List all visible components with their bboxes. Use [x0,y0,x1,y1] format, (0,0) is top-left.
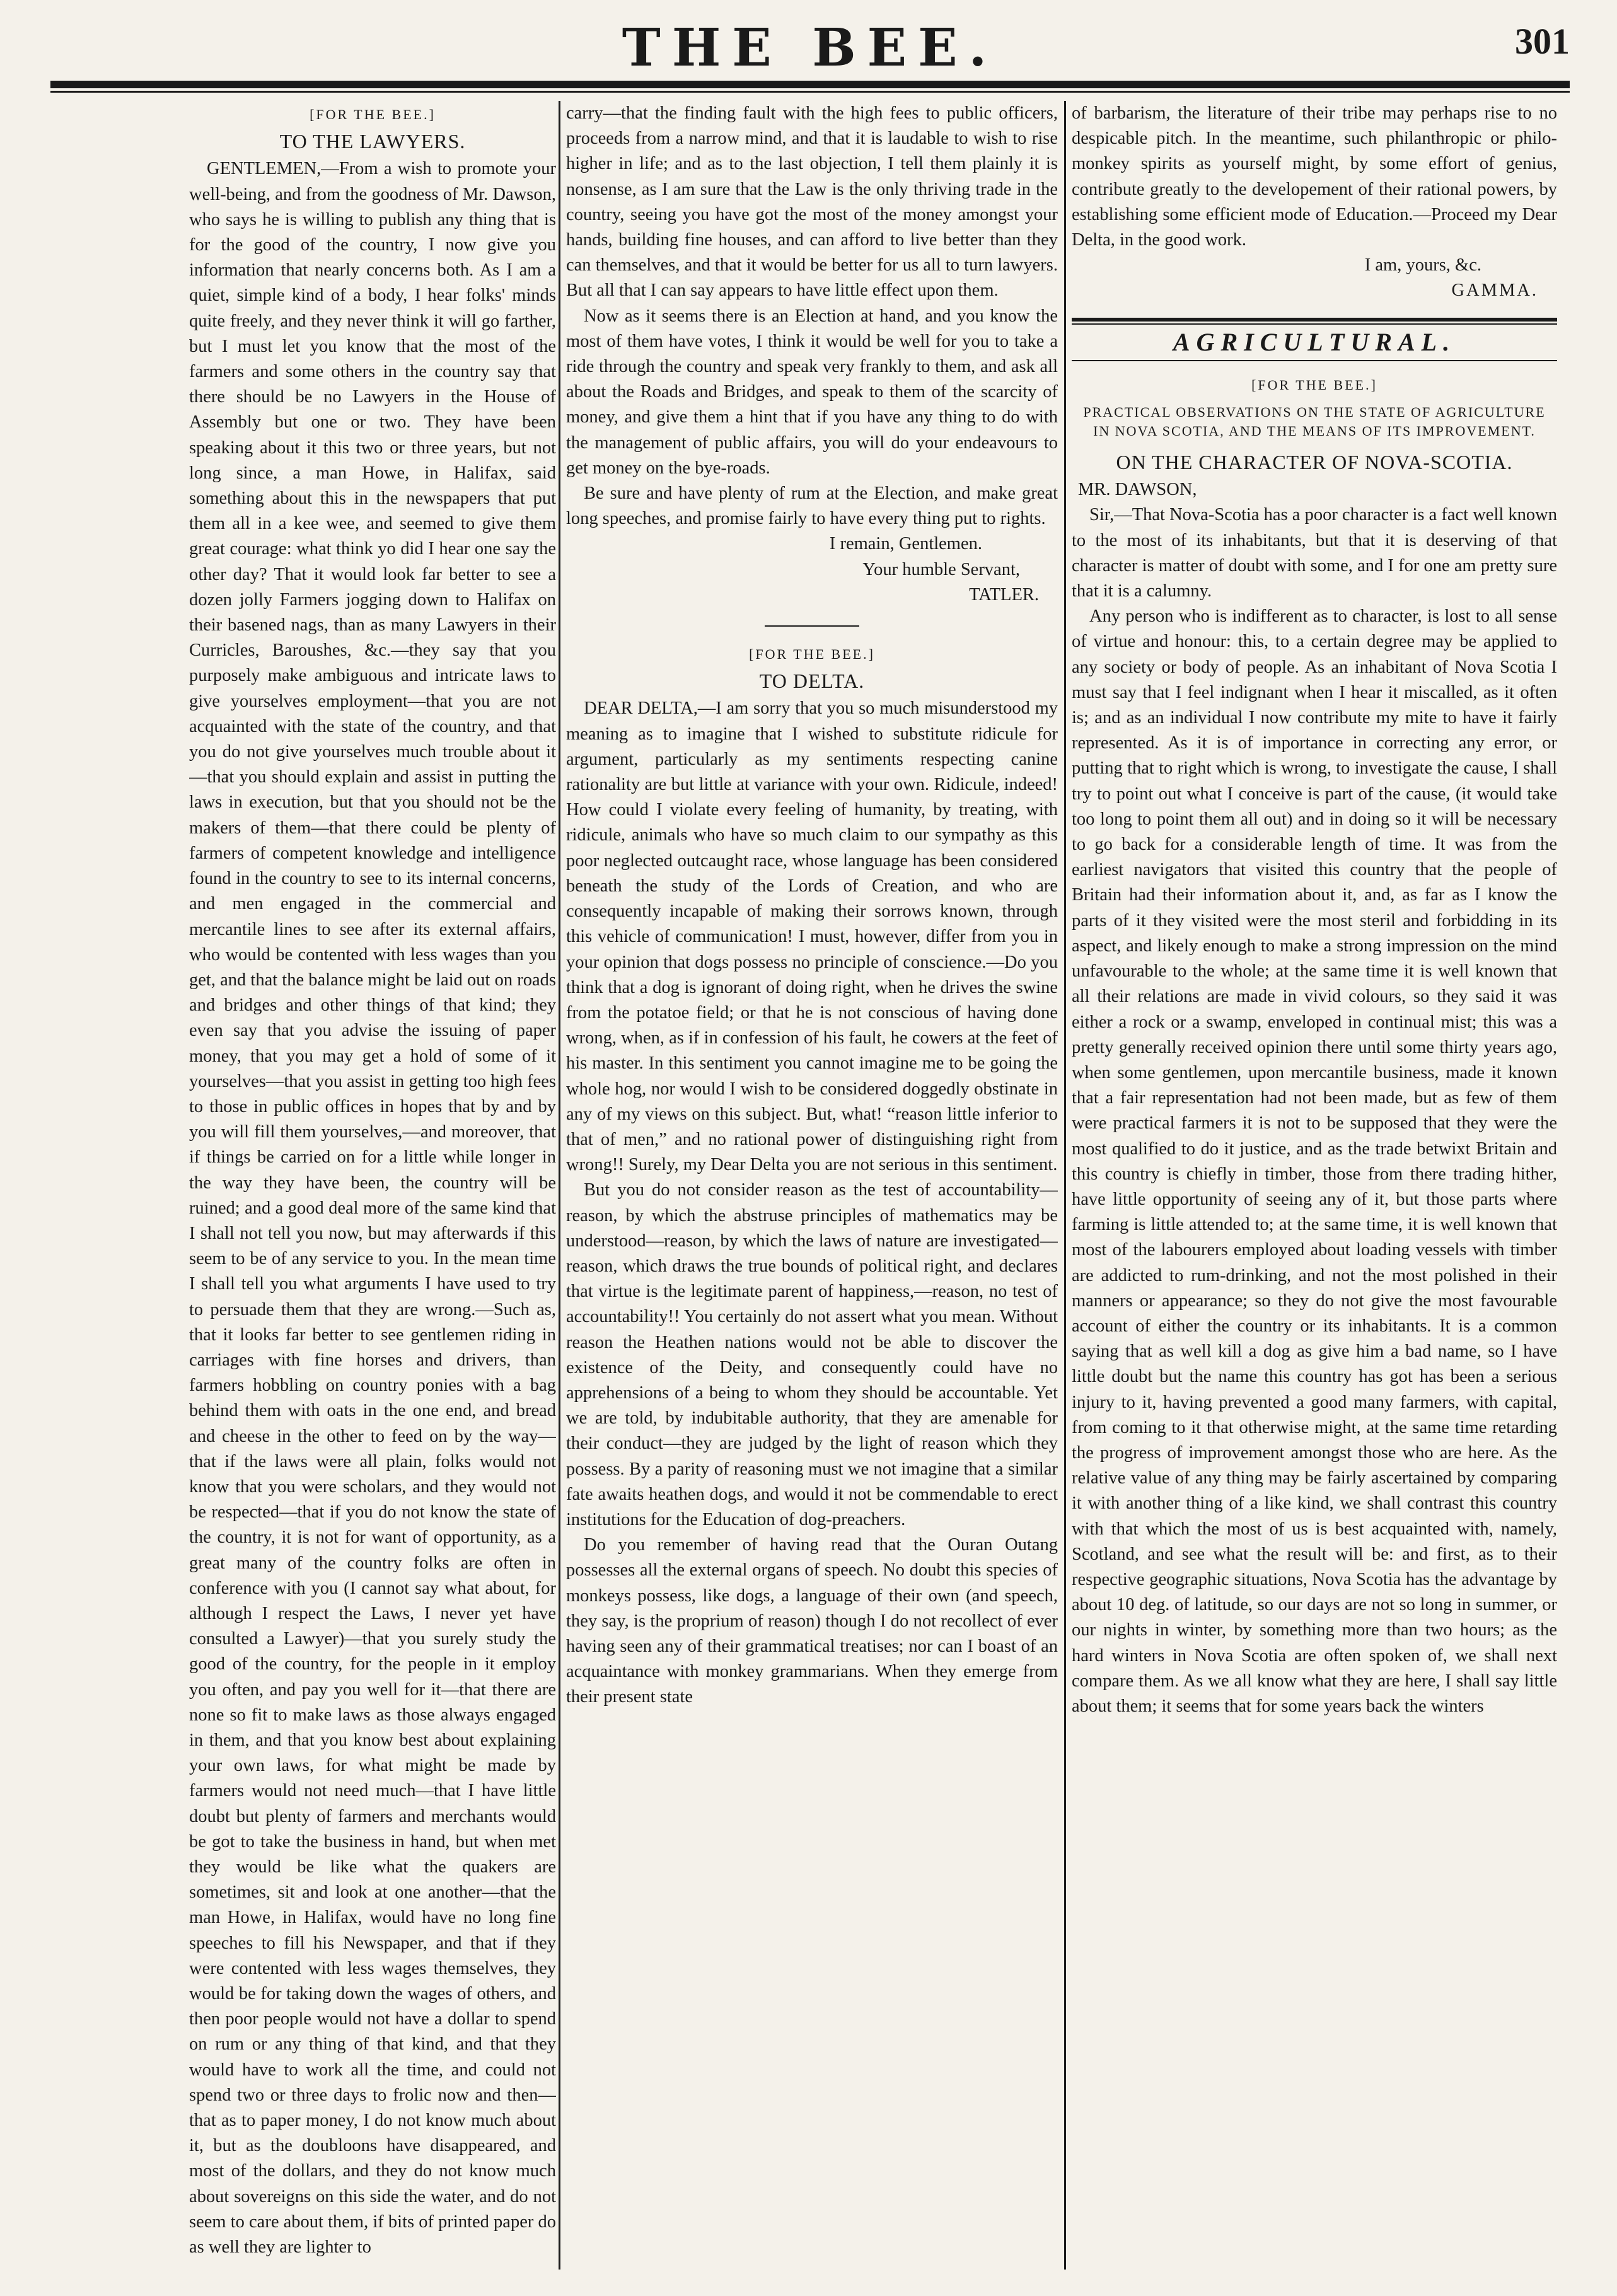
article-tag: [FOR THE BEE.] [310,107,436,122]
article-paragraph: GENTLEMEN,—From a wish to promote your well-being, and from the goodness of Mr. Dawson, who says he is willing to publish any thing that is for the good of the country, I now give you information that nearly concerns both. As I am a quiet, simple kind of a body, I hear folks' minds quite freely, and they never think it will go farther, but I must let you know that the most of the farmers and some others in the country say that there should be no Lawyers in the House of Assembly but one or two. They have been speaking about it this two or three years, but not long since, a man Howe, in Halifax, said something about this in the newspapers that put them all in a kee wee, and seemed to give them great courage: what think yo did I hear one say the other day? That it would look far better to see a dozen jolly Farmers jogging down to Halifax on their basened nags, than as many Lawyers in their Curricles, Baroushes, &c.—they say that you purposely make ambiguous and intricate laws to give yourselves employment—that you are not acquainted with the state of the country, and that you do not give yourselves much trouble about it—that you should explain and assist in putting the laws in execution, but that you should not be the makers of them—that there could be plenty of farmers of competent knowledge and intelligence found in the country to see to its internal concerns, and men engaged in the commercial and mercantile lines to see after its external affairs, who would be contented with less wages than you get, and that the balance might be laid out on roads and bridges and other things of that kind; they even say that you advise the issuing of paper money, that you may get a hold of some of it yourselves—that you assist in getting too high fees to those in public offices in hopes that by and by you will fill them yourselves,—and moreover, that if things be carried on for a little while longer in the way they have been, the country will be ruined; and a good deal more of the same kind that I shall not tell you now, but may afterwards if this seem to be of any service to you. In the mean time I shall tell you what arguments I have used to try to persuade them that they are wrong.—Such as, that it looks far better to see gentlemen riding in carriages with fine horses and drivers, than farmers hobbling on country ponies with a bag behind them with oats in the one end, and bread and cheese in the other to feed on by the way—that if the laws were all plain, folks would not know that you were scholars, and they would not be respected—that if you do not know the state of the country, it is not for want of opportunity, as a great many of the country folks are often in conference with you (I cannot say what about, for although I respect the Laws, I never yet have consulted a Lawyer)—that you surely study the good of the country, for the people in it employ you often, and pay you well for it—that there are none so fit to make laws as those always engaged in them, and that you know best about explaining your own laws, for what might be made by farmers would not need much—that I have little doubt but plenty of farmers and merchants would be got to take the business in hand, but when met they would be like what the quakers are sometimes, sit and look at one another—that the man Howe, in Halifax, would have no long fine speeches to fill his Newspaper, and that if they were contented with less wages themselves, they would be for taking down the wages of others, and then poor people would not have a dollar to spend on rum or any thing of that kind, and that they would have to work all the time, and could not spend two or three days to frolic now and then—that as to paper money, I do not know much about it, but as the doubloons have disappeared, and most of the dollars, and they do not know much about sovereigns on this side the water, and do not seem to care about them, if bits of printed paper do as well they are lighter to [189,159,556,2258]
page-number: 301 [1515,21,1570,62]
article-paragraph: Now as it seems there is an Election at hand, and you know the most of them have votes, I think it would be well for you to take a ride through the country and speak very frankly to them, and ask all about the Roads and Bridges, and speak to them of the scarcity of money, and give them a hint that if you have any thing to do with the management of public affairs, you will do your endeavours to get money on the bye-roads. [566,306,1058,478]
closing: I remain, Gentlemen. [829,534,982,554]
article-paragraph: Do you remember of having read that the Ouran Outang possesses all the external organs of speech. No doubt this species of monkeys possess, like dogs, a language of their own (and speech, they say, is the proprium of reason) though I do not recollect of ever having seen any of their grammatical treatises; nor can I boast of an acquaintance with monkey grammarians. When they emerge from their present state [566,1535,1058,1707]
article-divider [765,625,859,627]
article-paragraph: But you do not consider reason as the test of accountability—reason, by which the abstruse principles of mathematics may be understood—reason, by which the laws of nature are investigated—reason, which draws the true bounds of political right, and declares that virtue is the legitimate parent of happiness,—reason, no test of accountability!! You certainly do not assert what you mean. Without reason the Heathen nations would not be able to discover the existence of the Deity, and consequently could have no apprehensions of a being to whom they should be accountable. Yet we are told, by indubitable authority, that they are amenable for their conduct—they are judged by the light of reason which they possess. By a parity of reasoning must we not imagine that a similar fate awaits heathen dogs, and would it not be commendable to erect institutions for the Education of dog-preachers. [566,1180,1058,1529]
article-tag: [FOR THE BEE.] [749,646,875,663]
article-heading: TO THE LAWYERS. [279,130,466,153]
article-heading: TO DELTA. [759,670,865,693]
salutation: MR. DAWSON, [1078,480,1197,500]
newspaper-title: THE BEE. [622,18,999,78]
article-tag: [FOR THE BEE.] [1251,376,1377,393]
article-paragraph: of barbarism, the literature of their tribe may perhaps rise to no despicable pitch. In the meantime, such philanthropic or philo-monkey spirits as yourself might, by some effort of genius, contribute greatly to the developement of their rational powers, by establishing some efficient mode of Education.—Proceed my Dear Delta, in the good work. [1072,103,1557,250]
article-paragraph: DEAR DELTA,—I am sorry that you so much misunderstood my meaning as to imagine that I wished to substitute ridicule for argument, particularly as my sentiments respecting canine rationality are but little at variance with your own. Ridicule, indeed! How could I violate every feeling of humanity, by treating, with ridicule, animals who have so much claim to our sympathy as this poor neglected outcaught race, whose language has been considered beneath the study of the Lords of Creation, and who are consequently incapable of making their sorrows known, through this vehicle of communication! I must, however, differ from you in your opinion that dogs possess no principle of conscience.—Do you think that a dog is ignorant of doing right, when he drives the swine from the potatoe field; or that he is not conscious of having done wrong, when, as if in confession of his fault, he cowers at the feet of his master. In this sentiment you cannot imagine me to be going the whole hog, nor would I wish to be considered doggedly obstinate in any of my views on this subject. But, what! “reason little inferior to that of men,” and no rational power of distinguishing right from wrong!! Surely, my Dear Delta you are not serious in this sentiment. [566,699,1058,1175]
article-paragraph: Sir,—That Nova-Scotia has a poor character is a fact well known to the most of its inhabitants, but that it is deserving of that character is matter of doubt with some, and I for one am pretty sure that it is a calumny. [1072,505,1557,601]
signature: TATLER. [969,584,1039,605]
article-paragraph: Be sure and have plenty of rum at the Election, and make great long speeches, and promise fairly to have every thing put to rights. [566,484,1058,529]
article-paragraph: Any person who is indifferent as to character, is lost to all sense of virtue and honour: this, to a certain degree may be applied to any society or body of people. As an inhabitant of Nova Scotia I must say that I feel indignant when I hear it miscalled, as it often is; and as an individual I now contribute my mite to have it fairly represented. As it is of importance in correcting any error, or putting that to right which is wrong, to investigate the cause, I shall try to point out what I conceive is part of the cause, (it would take too long to point them all out) and in doing so it will be necessary to go back for a considerable length of time. It was from the earliest navigators that visited this country that the people of Britain had their information about it, and, as far as I know the parts of it they visited were the most steril and forbidding in its aspect, and likely enough to make a strong impression on the mind unfavourable to the whole; at the same time it is well known that all their relations are made in vivid colours, so they said it was either a rock or a swamp, enveloped in continual mist; this was a pretty generally received opinion there until some thirty years ago, when some gentlemen, upon mercantile business, made it known that a fair representation had not been made, but as few of them were practical farmers it is not to be supposed that they were the most qualified to do it justice, and as the trade betwixt Britain and this country is chiefly in timber, those from there trading hither, have little opportunity of seeing any of it, but those parts where farming is little attended to; at the same time, it is well known that most of the labourers employed about loading vessels with timber are addicted to rum-drinking, and not the most polished in their manners or appearance; so they do not give the most favourable account of either the country or its inhabitants. It is a common saying that as well kill a dog as give him a bad name, so I have little doubt but the name this country has got has been a serious injury to it, having prevented a good many farmers, with capital, from coming to it that otherwise might, at the same time retarding the progress of improvement amongst those who are here. As the relative value of any thing may be fairly ascertained by comparing it with another thing of a like kind, we shall contrast this country with that which the most of us is best acquainted with, namely, Scotland, and see what the result will be: and first, as to their respective geographic situations, Nova Scotia has the advantage by about 10 deg. of latitude, so our days are not so long in summer, or our nights in winter, by something more than two hours; as the hard winters in Nova Scotia are often spoken of, we shall next compare them. As we all know what they are here, I shall say little about them; it seems that for some years back the winters [1072,606,1557,1716]
closing: I am, yours, &c. [1364,255,1481,275]
column-divider [559,101,560,2270]
column-1 [189,101,556,2270]
article-paragraph: carry—that the finding fault with the high fees to public officers, proceeds from a narrow mind, and that it is laudable to wish to rise higher in life; and as to the last objection, I tell them plainly it is nonsense, as I am sure that the Law is the only thriving trade in the country, seeing you have got the most of the money amongst your hands, building fine houses, and can afford to live better than they can themselves, and that it would be better for us all to turn lawyers. But all that I can say appears to have little effect upon them. [566,103,1058,301]
section-rule [1072,318,1557,322]
masthead-rule [50,81,1570,88]
signature: GAMMA. [1451,281,1538,301]
closing: Your humble Servant, [862,559,1020,579]
section-title: AGRICULTURAL. [1173,327,1456,356]
masthead-rule-thin [50,91,1570,93]
column-2 [566,101,1058,2270]
column-divider [1064,101,1066,2270]
article-subheading: PRACTICAL OBSERVATIONS ON THE STATE OF AGRICULTURE IN NOVA SCOTIA, AND THE MEANS OF ITS IMPROVEMENT. [1083,404,1546,439]
column-3 [1072,101,1557,2270]
article-heading: ON THE CHARACTER OF NOVA-SCOTIA. [1116,451,1513,474]
masthead [50,11,1570,81]
section-rule [1072,360,1557,361]
section-rule [1072,323,1557,325]
